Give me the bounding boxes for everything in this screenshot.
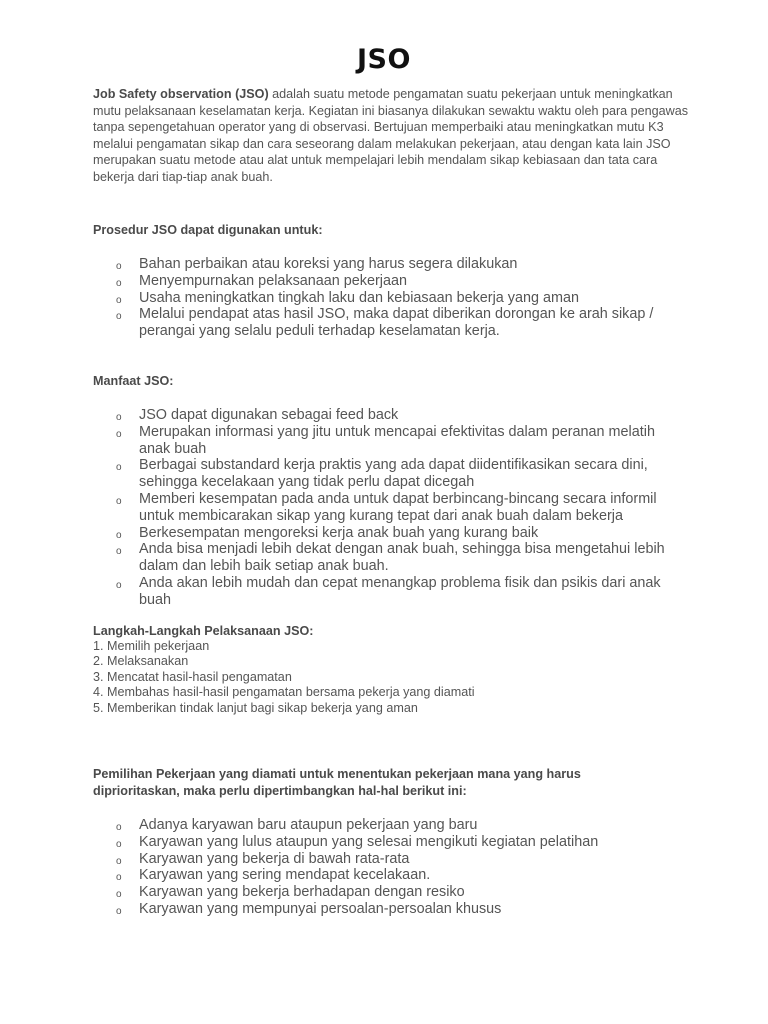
circle-bullet-icon: o [116, 261, 122, 272]
list-item: o Usaha meningkatkan tingkah laku dan kebiasaan bekerja yang aman [0, 290, 679, 307]
circle-bullet-icon: o [116, 412, 122, 423]
langkah-list [93, 639, 475, 716]
list-item: 3. Mencatat hasil-hasil pengamatan [93, 669, 292, 684]
intro-term: Job Safety observation (JSO) [93, 87, 269, 101]
prosedur-heading: Prosedur JSO dapat digunakan untuk: [93, 223, 323, 237]
list-item: o Adanya karyawan baru ataupun pekerjaan yang baru [0, 817, 679, 834]
list-item: 1. Memilih pekerjaan [93, 639, 210, 653]
list-item: o Karyawan yang sering mendapat kecelakaan. [0, 867, 679, 884]
list-item: o Karyawan yang bekerja berhadapan dengan resiko [0, 884, 679, 901]
manfaat-list [0, 407, 700, 609]
list-item: o Karyawan yang bekerja di bawah rata-rata [0, 851, 679, 868]
list-item: o JSO dapat digunakan sebagai feed back [0, 407, 679, 424]
circle-bullet-icon: o [116, 579, 122, 591]
intro-text: adalah suatu metode pengamatan suatu pekerjaan untuk meningkatkan mutu pelaksanaan keselamatan kerja. Kegiatan ini biasanya dilakukan sewaktu waktu oleh para pengawas tanpa sepengetahuan operator yang di observasi. Bertujuan memperbaiki atau meningkatkan mutu K3 melalui pengamatan sikap dan cara seseorang dalam melakukan pekerjaan, atau dengan kata lain JSO merupakan suatu metode atau alat untuk mempelajari lebih mendalam sikap kebiasaan dan tata cara bekerja dari tiap-tiap anak buah. [93, 87, 689, 184]
pemilihan-heading: Pemilihan Pekerjaan yang diamati untuk menentukan pekerjaan mana yang harus diprioritaskan, maka perlu dipertimbangkan hal-hal berikut ini: [93, 767, 581, 798]
list-item: o Menyempurnakan pelaksanaan pekerjaan [0, 273, 679, 290]
list-item: o Merupakan informasi yang jitu untuk mencapai efektivitas dalam peranan melatih anak buah [116, 423, 655, 457]
circle-bullet-icon: o [116, 855, 122, 867]
circle-bullet-icon: o [116, 872, 122, 884]
circle-bullet-icon: o [116, 529, 122, 541]
circle-bullet-icon: o [116, 546, 122, 558]
list-item: 4. Membahas hasil-hasil pengamatan bersama pekerja yang diamati [93, 685, 475, 700]
circle-bullet-icon: o [116, 462, 122, 474]
list-item: 5. Memberikan tindak lanjut bagi sikap bekerja yang aman [93, 700, 418, 715]
document-title: JSO [357, 44, 411, 75]
circle-bullet-icon: o [116, 294, 122, 306]
list-item: o Berbagai substandard kerja praktis yang ada dapat diidentifikasikan secara dini, sehingga kecelakaan yang tidak perlu dapat dicegah [116, 457, 648, 491]
circle-bullet-icon: o [116, 889, 122, 901]
list-item: o Berkesempatan mengoreksi kerja anak buah yang kurang baik [0, 525, 679, 542]
list-item: o Melalui pendapat atas hasil JSO, maka dapat diberikan dorongan ke arah sikap / perangai yang selalu peduli terhadap keselamatan kerja. [116, 306, 654, 340]
circle-bullet-icon: o [116, 277, 122, 289]
circle-bullet-icon: o [116, 838, 122, 850]
list-item: o Anda bisa menjadi lebih dekat dengan anak buah, sehingga bisa mengetahui lebih dalam dan lebih baik setiap anak buah. [116, 541, 665, 575]
circle-bullet-icon: o [116, 495, 122, 507]
list-item: o Karyawan yang lulus ataupun yang selesai mengikuti kegiatan pelatihan [0, 834, 679, 851]
circle-bullet-icon: o [116, 822, 122, 833]
list-item: o Karyawan yang mempunyai persoalan-persoalan khusus [0, 901, 679, 918]
circle-bullet-icon: o [116, 311, 122, 323]
list-item: o Memberi kesempatan pada anda untuk dapat berbincang-bincang secara informil untuk membicarakan sikap yang kurang tepat dari anak buah dalam bekerja [116, 490, 657, 524]
list-item: o Bahan perbaikan atau koreksi yang harus segera dilakukan [0, 256, 679, 273]
circle-bullet-icon: o [116, 428, 122, 440]
list-item: 2. Melaksanakan [93, 654, 189, 669]
manfaat-heading: Manfaat JSO: [93, 374, 174, 388]
prosedur-list [0, 256, 700, 340]
pemilihan-list [0, 817, 700, 918]
circle-bullet-icon: o [116, 905, 122, 917]
intro-paragraph [93, 86, 693, 186]
list-item: o Anda akan lebih mudah dan cepat menangkap problema fisik dan psikis dari anak buah [116, 574, 661, 608]
langkah-heading: Langkah-Langkah Pelaksanaan JSO: [93, 624, 314, 638]
